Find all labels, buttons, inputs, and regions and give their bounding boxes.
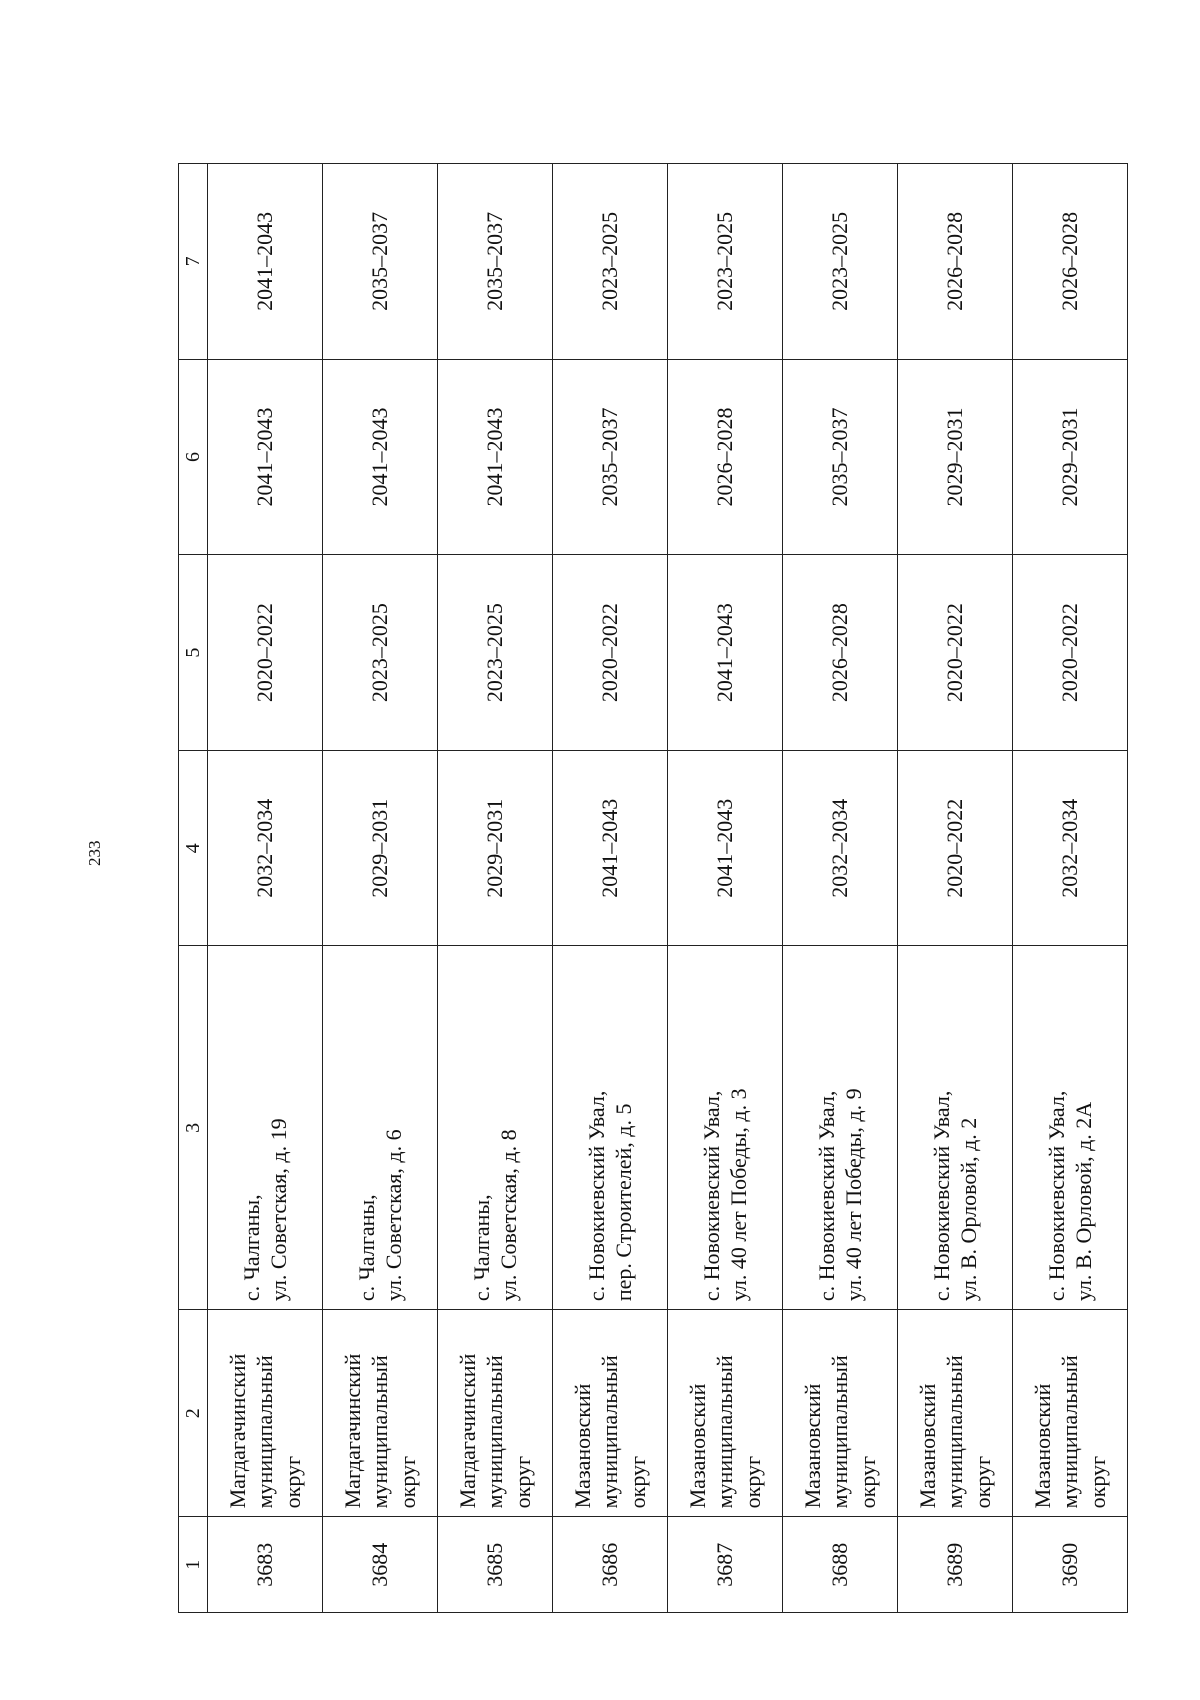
- period-cell: 2041–2043: [438, 359, 553, 555]
- period-cell: 2032–2034: [208, 750, 323, 946]
- page-number: 233: [85, 840, 104, 866]
- period-cell: 2032–2034: [1013, 750, 1128, 946]
- period-cell: 2029–2031: [898, 359, 1013, 555]
- okrug-cell: Мазановский муниципальный округ: [553, 1310, 668, 1517]
- column-header: 4: [179, 750, 208, 946]
- row-number: 3690: [1013, 1517, 1128, 1613]
- table-row: [323, 164, 438, 1613]
- period-cell: 2020–2022: [553, 555, 668, 751]
- address-cell: с. Чалганы, ул. Советская, д. 19: [208, 946, 323, 1310]
- address-cell: с. Новокиевский Увал, пер. Строителей, д. 5: [553, 946, 668, 1310]
- table-row: [208, 164, 323, 1613]
- row-number: 3689: [898, 1517, 1013, 1613]
- period-cell: 2023–2025: [553, 164, 668, 360]
- period-cell: 2041–2043: [668, 750, 783, 946]
- address-cell: с. Новокиевский Увал, ул. В. Орловой, д. 2: [898, 946, 1013, 1310]
- period-cell: 2035–2037: [783, 359, 898, 555]
- column-header: 2: [179, 1310, 208, 1517]
- okrug-cell: Мазановский муниципальный округ: [668, 1310, 783, 1517]
- period-cell: 2035–2037: [323, 164, 438, 360]
- row-number: 3683: [208, 1517, 323, 1613]
- okrug-cell: Магдагачинский муниципальный округ: [438, 1310, 553, 1517]
- address-cell: с. Новокиевский Увал, ул. 40 лет Победы, д. 9: [783, 946, 898, 1310]
- period-cell: 2029–2031: [438, 750, 553, 946]
- table-row: [668, 164, 783, 1613]
- period-cell: 2041–2043: [208, 359, 323, 555]
- row-number: 3685: [438, 1517, 553, 1613]
- period-cell: 2032–2034: [783, 750, 898, 946]
- period-cell: 2041–2043: [668, 555, 783, 751]
- okrug-cell: Магдагачинский муниципальный округ: [208, 1310, 323, 1517]
- period-cell: 2023–2025: [668, 164, 783, 360]
- period-cell: 2020–2022: [898, 555, 1013, 751]
- address-cell: с. Новокиевский Увал, ул. 40 лет Победы, д. 3: [668, 946, 783, 1310]
- okrug-cell: Магдагачинский муниципальный округ: [323, 1310, 438, 1517]
- period-cell: 2029–2031: [1013, 359, 1128, 555]
- period-cell: 2020–2022: [208, 555, 323, 751]
- table-row: [438, 164, 553, 1613]
- period-cell: 2029–2031: [323, 750, 438, 946]
- period-cell: 2023–2025: [783, 164, 898, 360]
- row-number: 3688: [783, 1517, 898, 1613]
- column-header: 1: [179, 1517, 208, 1613]
- period-cell: 2020–2022: [1013, 555, 1128, 751]
- table-row: [898, 164, 1013, 1613]
- period-cell: 2026–2028: [783, 555, 898, 751]
- column-header: 3: [179, 946, 208, 1310]
- period-cell: 2035–2037: [553, 359, 668, 555]
- address-cell: с. Новокиевский Увал, ул. В. Орловой, д. 2А: [1013, 946, 1128, 1310]
- period-cell: 2041–2043: [323, 359, 438, 555]
- period-cell: 2035–2037: [438, 164, 553, 360]
- rotated-table-container: [178, 163, 1128, 1613]
- period-cell: 2041–2043: [208, 164, 323, 360]
- column-header: 5: [179, 555, 208, 751]
- okrug-cell: Мазановский муниципальный округ: [898, 1310, 1013, 1517]
- row-number: 3684: [323, 1517, 438, 1613]
- okrug-cell: Мазановский муниципальный округ: [783, 1310, 898, 1517]
- period-cell: 2020–2022: [898, 750, 1013, 946]
- address-cell: с. Чалганы, ул. Советская, д. 8: [438, 946, 553, 1310]
- table-header-row: [179, 164, 208, 1613]
- table-row: [553, 164, 668, 1613]
- table-row: [1013, 164, 1128, 1613]
- table-row: [783, 164, 898, 1613]
- address-cell: с. Чалганы, ул. Советская, д. 6: [323, 946, 438, 1310]
- registry-table: [178, 163, 1128, 1613]
- okrug-cell: Мазановский муниципальный округ: [1013, 1310, 1128, 1517]
- row-number: 3686: [553, 1517, 668, 1613]
- period-cell: 2023–2025: [323, 555, 438, 751]
- period-cell: 2026–2028: [668, 359, 783, 555]
- period-cell: 2023–2025: [438, 555, 553, 751]
- column-header: 6: [179, 359, 208, 555]
- row-number: 3687: [668, 1517, 783, 1613]
- column-header: 7: [179, 164, 208, 360]
- period-cell: 2026–2028: [1013, 164, 1128, 360]
- period-cell: 2026–2028: [898, 164, 1013, 360]
- period-cell: 2041–2043: [553, 750, 668, 946]
